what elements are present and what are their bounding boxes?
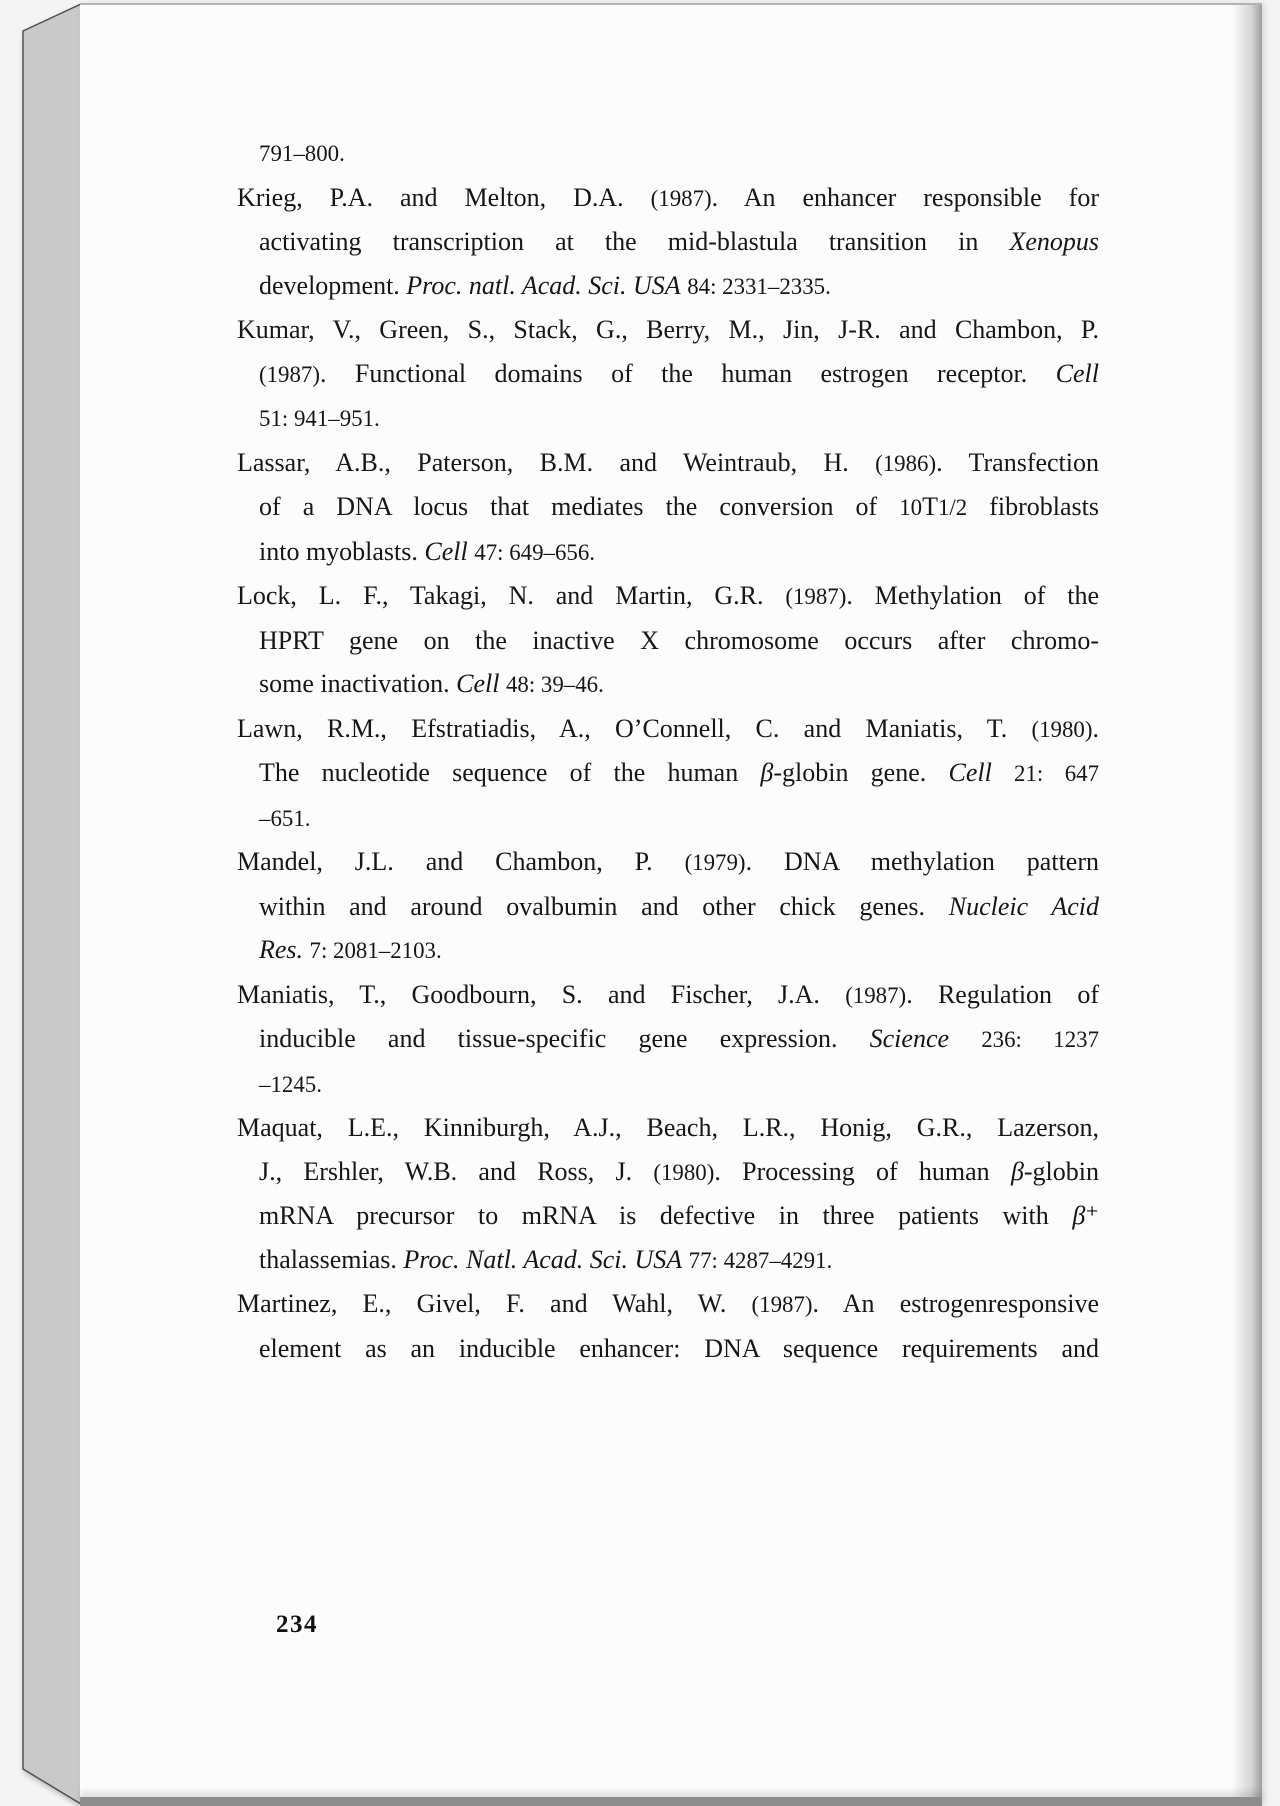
- reference-line: [237, 308, 1099, 352]
- text-run: [992, 758, 1014, 787]
- reference-entry: [237, 840, 1099, 973]
- text-run: 791–800.: [259, 141, 345, 166]
- text-run: . Regulation of: [906, 979, 1099, 1009]
- text-run: ⁺: [1085, 1201, 1099, 1230]
- text-run: (1980): [653, 1159, 715, 1185]
- text-run: J., Ershler, W.B. and Ross, J.: [259, 1156, 654, 1186]
- reference-line: [237, 1017, 1099, 1062]
- text-run: . Transfection: [936, 447, 1099, 477]
- text-run: –1245.: [259, 1071, 322, 1097]
- text-run: . Functional domains of the human estrogen receptor.: [320, 358, 1056, 388]
- text-run: development.: [259, 270, 407, 300]
- text-run: . Processing of human: [714, 1156, 1011, 1186]
- text-run: T: [922, 492, 938, 521]
- text-run: (1987): [751, 1292, 813, 1317]
- text-run: mRNA precursor to mRNA is defective in three patients with: [259, 1201, 1073, 1230]
- text-run: fibroblasts: [967, 492, 1100, 521]
- text-run: 7: 2081–2103.: [309, 938, 442, 963]
- text-run: Krieg, P.A. and Melton, D.A.: [237, 182, 651, 212]
- text-run: The nucleotide sequence of the human: [259, 758, 761, 787]
- reference-line: [237, 973, 1099, 1018]
- references-list: [237, 131, 1099, 1370]
- text-run: . Methylation of the: [846, 581, 1100, 610]
- text-run: 10: [899, 495, 923, 520]
- reference-entry: [237, 574, 1099, 707]
- text-run: . An enhancer responsible for: [711, 182, 1099, 212]
- reference-line: [237, 396, 1099, 441]
- text-run: Res.: [259, 935, 304, 964]
- text-run: Proc. Natl. Acad. Sci. USA: [403, 1244, 683, 1274]
- text-run: (1987): [650, 185, 712, 211]
- text-run: Kumar, V., Green, S., Stack, G., Berry, M., Jin, J-R. and Chambon, P.: [237, 315, 1099, 344]
- text-run: Cell: [948, 758, 992, 787]
- text-run: element as an inducible enhancer: DNA sequence requirements and: [259, 1333, 1099, 1363]
- reference-line: [237, 131, 1099, 176]
- page-bottom-edge: [80, 1797, 1262, 1806]
- text-run: activating transcription at the mid-blastula transition in: [259, 227, 1010, 256]
- reference-line: [237, 530, 1099, 575]
- text-run: β: [1072, 1201, 1086, 1230]
- text-run: Xenopus: [1009, 227, 1099, 256]
- text-run: . DNA methylation pattern: [745, 847, 1099, 876]
- text-run: 84: 2331–2335.: [687, 273, 831, 299]
- page-number: 234: [276, 1611, 318, 1638]
- text-run: 47: 649–656.: [474, 539, 595, 565]
- reference-line: [237, 751, 1099, 796]
- text-run: (1987): [785, 584, 847, 609]
- text-run: thalassemias.: [259, 1244, 404, 1274]
- reference-line: [237, 220, 1099, 264]
- text-run: Cell: [424, 536, 468, 566]
- reference-line: [237, 574, 1099, 619]
- reference-line: [237, 928, 1099, 973]
- reference-line: [237, 707, 1099, 752]
- reference-line: [237, 1062, 1099, 1107]
- text-run: Proc. natl. Acad. Sci. USA: [406, 270, 681, 300]
- text-run: Lassar, A.B., Paterson, B.M. and Weintraub, H.: [237, 447, 876, 477]
- reference-line: [237, 662, 1099, 707]
- text-run: Cell: [1055, 358, 1099, 388]
- text-run: (1987): [845, 982, 907, 1008]
- text-run: 51: 941–951.: [259, 406, 380, 431]
- text-run: .: [1092, 713, 1099, 743]
- page-edge-polygon: [23, 4, 81, 1804]
- reference-line: [237, 1282, 1099, 1327]
- text-run: Maquat, L.E., Kinniburgh, A.J., Beach, L.R., Honig, G.R., Lazerson,: [237, 1113, 1099, 1142]
- reference-entry: [237, 973, 1099, 1107]
- reference-line: [237, 885, 1099, 929]
- text-run: (1987): [259, 361, 320, 387]
- reference-line: [237, 485, 1099, 530]
- reference-entry: [237, 441, 1099, 575]
- text-run: –651.: [259, 805, 311, 831]
- text-run: Science: [869, 1024, 950, 1053]
- text-run: some inactivation.: [259, 669, 457, 698]
- reference-line: [237, 619, 1099, 663]
- text-run: 1/2: [937, 495, 968, 520]
- page: [80, 3, 1262, 1806]
- reference-entry: [237, 1282, 1099, 1370]
- reference-line: [237, 176, 1099, 221]
- text-run: 48: 39–46.: [505, 672, 604, 697]
- reference-line: [237, 840, 1099, 885]
- page-stack-edge: [0, 0, 90, 1806]
- reference-line: [237, 264, 1099, 309]
- reference-line: [237, 1106, 1099, 1150]
- text-run: β: [760, 758, 774, 787]
- reference-line: [237, 796, 1099, 841]
- text-run: 77: 4287–4291.: [688, 1247, 833, 1273]
- text-run: Nucleic Acid: [948, 891, 1099, 921]
- text-run: β: [1010, 1156, 1024, 1186]
- text-run: (1986): [875, 450, 937, 476]
- reference-line: [237, 1327, 1099, 1371]
- text-run: Cell: [456, 669, 500, 698]
- text-run: -globin gene.: [773, 758, 949, 787]
- text-run: . An estrogenresponsive: [812, 1289, 1100, 1318]
- text-run: Lawn, R.M., Efstratiadis, A., O’Connell, C. and Maniatis, T.: [237, 713, 1032, 743]
- reference-line: [237, 1194, 1099, 1238]
- text-run: within and around ovalbumin and other chick genes.: [259, 891, 949, 921]
- reference-entry: [237, 176, 1099, 309]
- text-run: 236: 1237: [981, 1027, 1100, 1052]
- reference-line: [237, 352, 1099, 397]
- text-run: 21: 647: [1014, 761, 1100, 786]
- text-run: inducible and tissue-specific gene expression.: [259, 1024, 870, 1053]
- reference-entry: [237, 707, 1099, 841]
- text-run: Mandel, J.L. and Chambon, P.: [237, 847, 685, 876]
- text-run: [949, 1024, 981, 1053]
- reference-line: [237, 441, 1099, 486]
- page-right-edge-shade: [1232, 5, 1262, 1806]
- text-run: into myoblasts.: [259, 536, 425, 566]
- reference-entry: [237, 1106, 1099, 1282]
- reference-entry: [237, 308, 1099, 441]
- text-run: Lock, L. F., Takagi, N. and Martin, G.R.: [237, 581, 786, 610]
- reference-line: [237, 1150, 1099, 1195]
- text-run: of a DNA locus that mediates the conversion of: [259, 492, 900, 521]
- reference-line: [237, 1238, 1099, 1283]
- reference-entry: [237, 131, 1099, 176]
- text-run: -globin: [1023, 1156, 1099, 1186]
- text-run: HPRT gene on the inactive X chromosome occurs after chromo-: [259, 625, 1099, 655]
- text-run: Martinez, E., Givel, F. and Wahl, W.: [237, 1289, 752, 1318]
- text-run: Maniatis, T., Goodbourn, S. and Fischer, J.A.: [237, 979, 846, 1009]
- text-run: (1980): [1031, 716, 1093, 742]
- text-run: (1979): [684, 850, 746, 875]
